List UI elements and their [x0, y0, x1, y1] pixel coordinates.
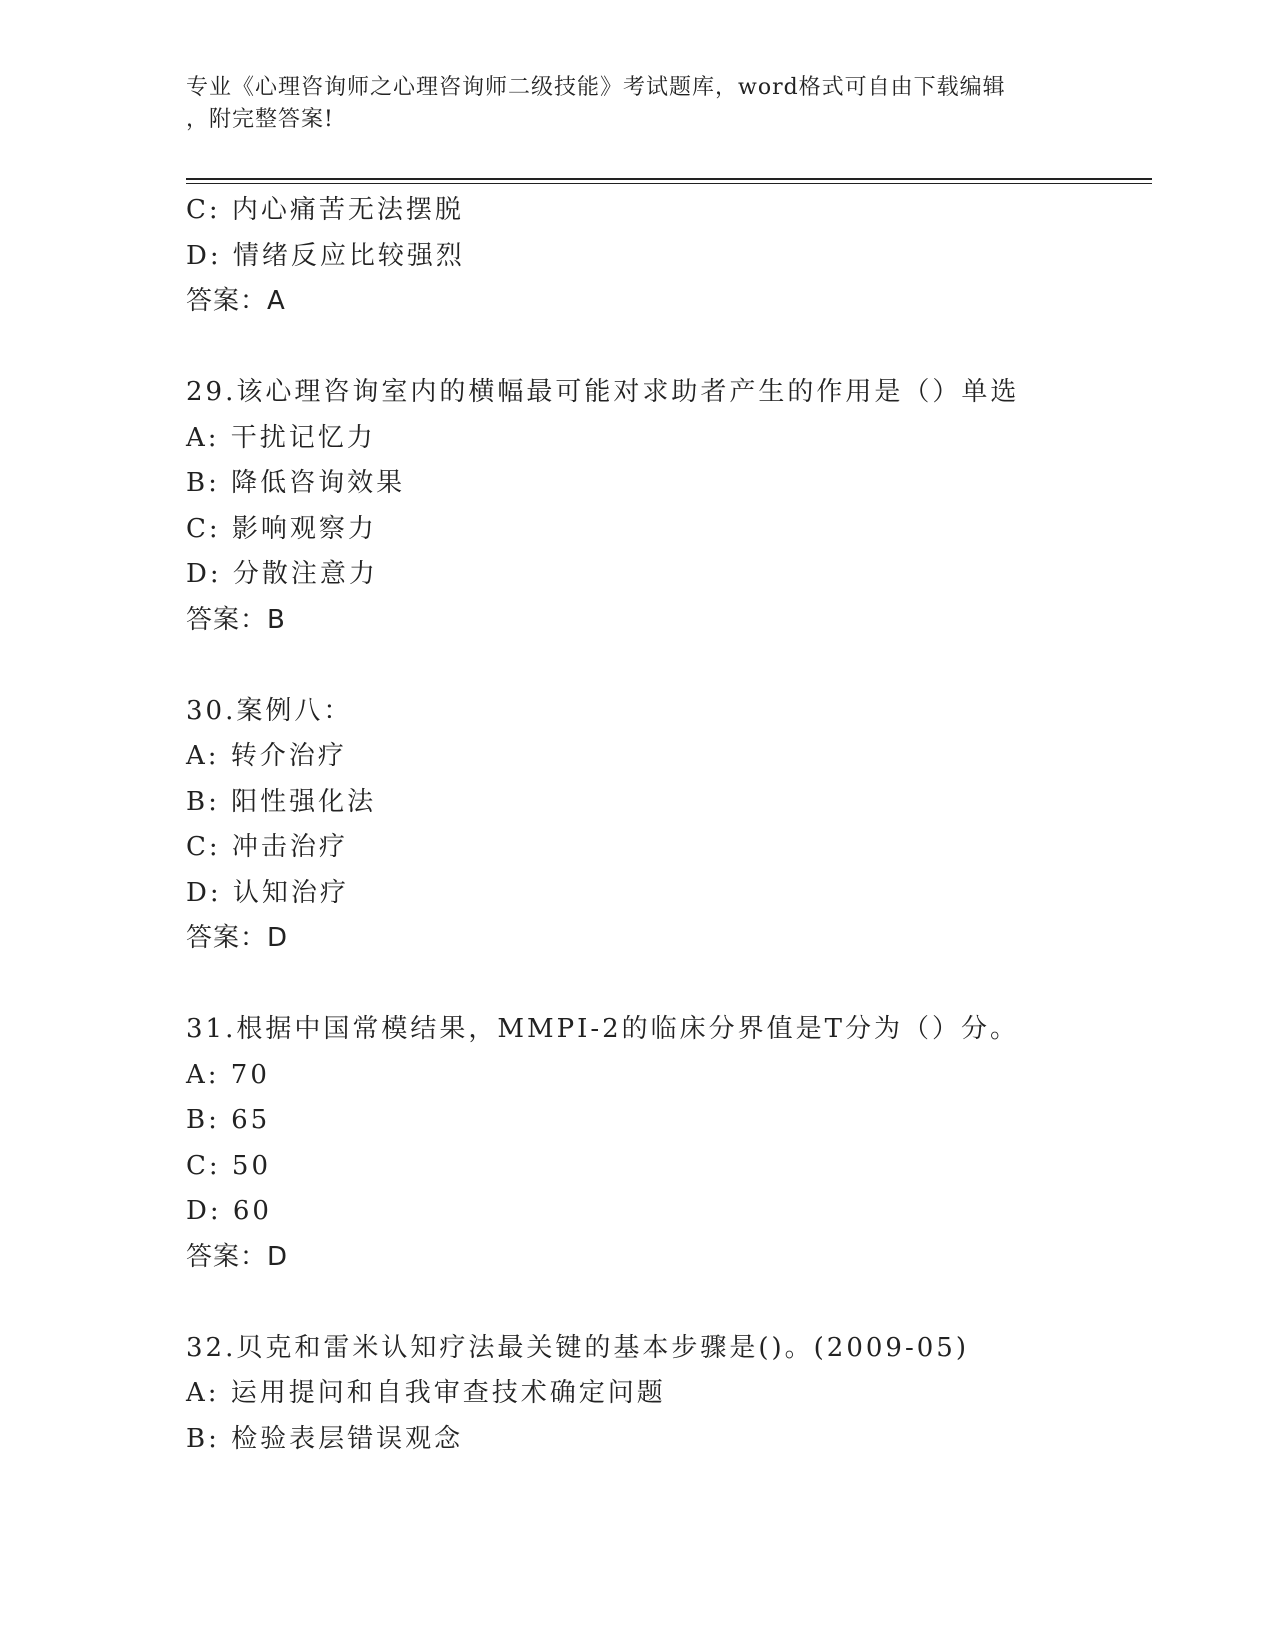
question-31: [186, 1007, 1152, 1280]
question-list: [186, 188, 1152, 1462]
question-stem: 31.根据中国常模结果，MMPI-2的临床分界值是T分为（）分。: [186, 1014, 1020, 1044]
answer-line: 答案：B: [186, 604, 286, 635]
option-d: D: 认知治疗: [186, 877, 349, 908]
header-rule-thin: [186, 183, 1152, 184]
question-stem: 32.贝克和雷米认知疗法最关键的基本步骤是()。(2009-05): [186, 1332, 969, 1363]
answer-line: 答案：D: [186, 923, 289, 953]
answer-line: 答案：A: [186, 286, 286, 316]
option-b: B: 检验表层错误观念: [186, 1423, 464, 1454]
option-a: A: 70: [186, 1059, 270, 1090]
spacer: [186, 1280, 1152, 1326]
question-29: [186, 370, 1152, 643]
header-line-1: 专业《心理咨询师之心理咨询师二级技能》考试题库，word格式可自由下载编辑: [186, 75, 1006, 100]
question-32: [186, 1326, 1152, 1463]
header-rule-thick: [186, 178, 1152, 180]
option-c: C: 内心痛苦无法摆脱: [186, 195, 464, 225]
option-a: A: 转介治疗: [186, 741, 347, 771]
spacer: [186, 325, 1152, 371]
option-d: D: 分散注意力: [186, 559, 378, 589]
option-a: A: 运用提问和自我审查技术确定问题: [186, 1378, 666, 1408]
spacer: [186, 643, 1152, 689]
question-stem: 30.案例八：: [186, 695, 353, 726]
option-c: C: 冲击治疗: [186, 832, 348, 862]
option-c: C: 50: [186, 1150, 272, 1181]
option-c: C: 影响观察力: [186, 513, 377, 544]
option-b: B: 阳性强化法: [186, 786, 377, 817]
question-28-continued: [186, 188, 1152, 325]
question-30: [186, 689, 1152, 962]
option-b: B: 65: [186, 1105, 271, 1135]
document-header: [186, 72, 1066, 136]
spacer: [186, 962, 1152, 1008]
option-a: A: 干扰记忆力: [186, 422, 376, 453]
header-line-2: ，附完整答案!: [186, 107, 334, 132]
option-b: B: 降低咨询效果: [186, 468, 406, 498]
answer-line: 答案：D: [186, 1241, 289, 1272]
question-stem: 29.该心理咨询室内的横幅最可能对求助者产生的作用是（）单选: [186, 377, 1020, 407]
option-d: D: 60: [186, 1196, 272, 1226]
option-d: D: 情绪反应比较强烈: [186, 240, 465, 271]
